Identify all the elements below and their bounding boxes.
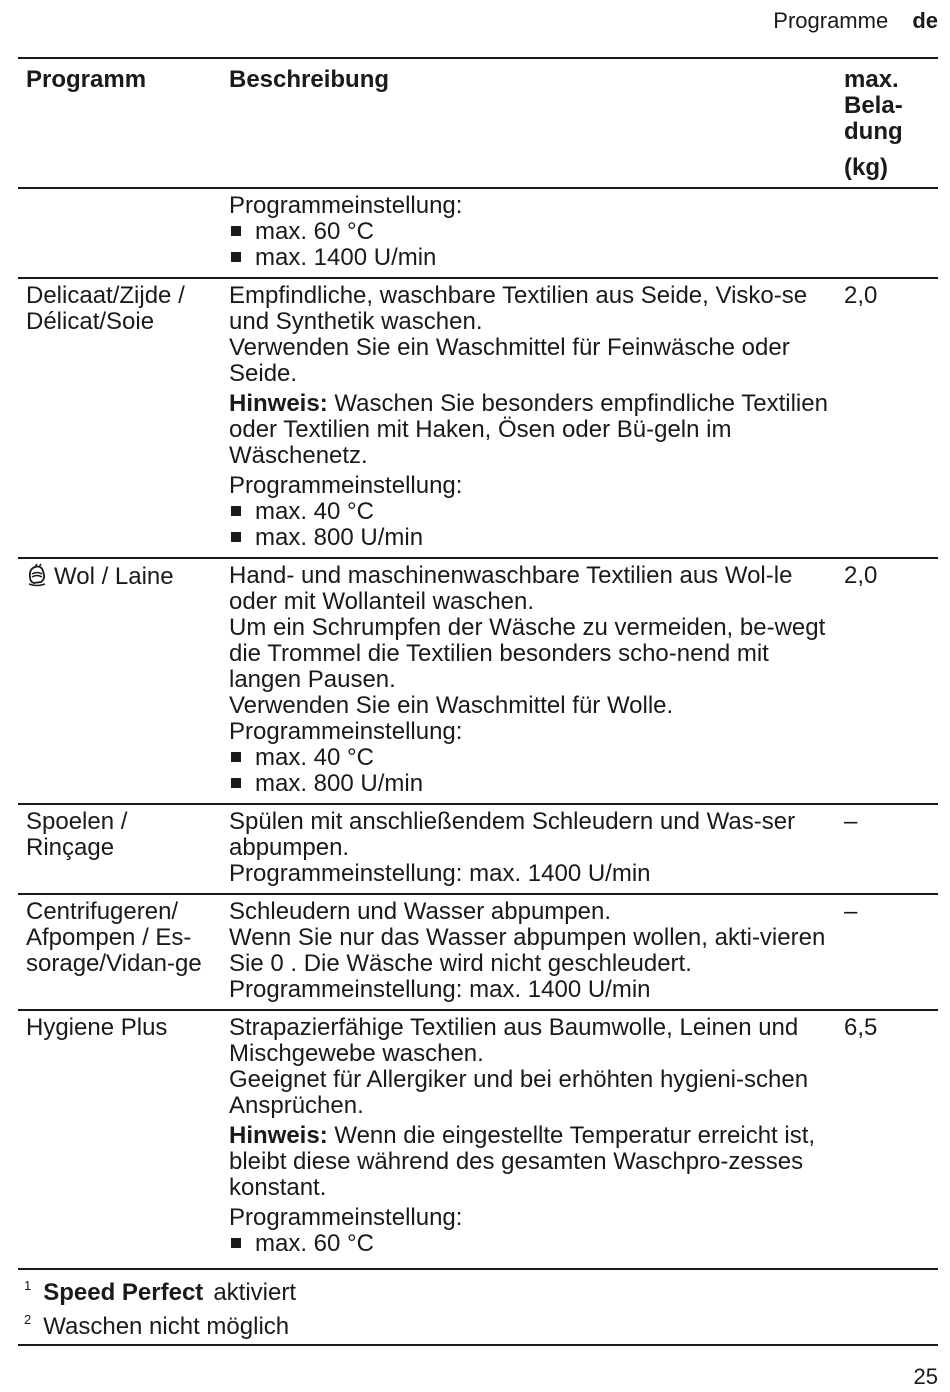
setting-bullet: [229, 745, 836, 771]
program-description: [223, 895, 836, 1009]
bullet-text: max. 60 °C: [255, 218, 374, 245]
load-header-line: Bela-: [844, 92, 903, 119]
bullet-square-icon: [231, 226, 241, 236]
program-description: [223, 189, 836, 277]
note-text: Wenn die eingestellte Temperatur erreicht ist, bleibt diese während des gesamten Waschpro-zesses konstant.: [229, 1122, 816, 1201]
table-row: [18, 1011, 938, 1263]
program-name: Hygiene Plus: [26, 1014, 168, 1041]
setting-label: Programmeinstellung:: [229, 472, 463, 499]
setting-bullet: [229, 219, 836, 245]
program-load: 2,0: [844, 282, 878, 309]
table-header-row: [18, 59, 938, 189]
program-description: [223, 805, 836, 893]
program-name: Wol / Laine: [54, 563, 174, 590]
description-paragraph: Empfindliche, waschbare Textilien aus Seide, Visko-se und Synthetik waschen.: [229, 282, 808, 335]
description-paragraph: Wenn Sie nur das Wasser abpumpen wollen, akti-vieren Sie 0 . Die Wäsche wird nicht geschleudert.: [229, 924, 826, 977]
footnote: [18, 1272, 938, 1306]
section-title: Programme: [773, 8, 889, 33]
language-code: de: [912, 8, 938, 33]
footnote: [18, 1306, 938, 1340]
setting-bullet: [229, 245, 836, 271]
footnote-mark: 1: [24, 1278, 32, 1293]
note-paragraph: [229, 1123, 836, 1201]
table-row: [18, 279, 938, 559]
note-text: Waschen Sie besonders empfindliche Textilien oder Textilien mit Haken, Ösen oder Bü-geln im Wäschenetz.: [229, 390, 828, 469]
program-name-cell: [18, 559, 223, 803]
setting-label: Programmeinstellung:: [229, 1204, 463, 1231]
program-name: Delicaat/Zijde / Délicat/Soie: [26, 282, 185, 335]
bullet-square-icon: [231, 252, 241, 262]
description-paragraph: Spülen mit anschließendem Schleudern und Was-ser abpumpen.: [229, 808, 796, 861]
program-load: –: [844, 898, 858, 925]
page-header: [773, 8, 938, 34]
bullet-text: max. 60 °C: [255, 1230, 374, 1257]
footnote-mark: 2: [24, 1312, 32, 1327]
bullet-text: max. 800 U/min: [255, 524, 424, 551]
setting-bullet: [229, 525, 836, 551]
description-paragraph: Verwenden Sie ein Waschmittel für Wolle.: [229, 692, 674, 719]
bullet-square-icon: [231, 1238, 241, 1248]
load-header-unit: (kg): [844, 154, 888, 181]
footnotes: [18, 1268, 938, 1346]
load-header-line: dung: [844, 118, 903, 145]
description-paragraph: Programmeinstellung: max. 1400 U/min: [229, 860, 651, 887]
table-row: [18, 895, 938, 1011]
table-row: [18, 805, 938, 895]
table-row: [18, 189, 938, 279]
column-header-load: [836, 65, 938, 185]
column-header-program: Programm: [26, 66, 147, 93]
load-header-line: max.: [844, 66, 899, 93]
hand-wash-wool-icon: [26, 563, 48, 587]
bullet-square-icon: [231, 532, 241, 542]
program-load: 6,5: [844, 1014, 878, 1041]
program-load: [836, 189, 938, 277]
setting-bullet: [229, 771, 836, 797]
bullet-text: max. 40 °C: [255, 498, 374, 525]
program-description: [223, 279, 836, 557]
program-name: [18, 189, 223, 277]
note-paragraph: [229, 391, 836, 469]
description-paragraph: Hand- und maschinenwaschbare Textilien aus Wol-le oder mit Wollanteil waschen.: [229, 562, 793, 615]
description-paragraph: Schleudern und Wasser abpumpen.: [229, 898, 612, 925]
description-paragraph: Programmeinstellung:: [229, 192, 463, 219]
description-paragraph: Strapazierfähige Textilien aus Baumwolle, Leinen und Mischgewebe waschen.: [229, 1014, 799, 1067]
bullet-square-icon: [231, 752, 241, 762]
description-paragraph: Um ein Schrumpfen der Wäsche zu vermeiden, be-wegt die Trommel die Textilien besonders scho-nend mit langen Pausen.: [229, 614, 826, 693]
bullet-square-icon: [231, 778, 241, 788]
footnote-text: aktiviert: [213, 1279, 296, 1306]
bullet-square-icon: [231, 506, 241, 516]
description-paragraph: Verwenden Sie ein Waschmittel für Feinwäsche oder Seide.: [229, 334, 790, 387]
table-row: [18, 559, 938, 805]
page-number: 25: [913, 1364, 938, 1389]
program-description: [223, 1011, 836, 1263]
program-table: [18, 57, 938, 1263]
setting-bullet: [229, 1231, 836, 1257]
setting-label: Programmeinstellung:: [229, 718, 463, 745]
footnote-text: Waschen nicht möglich: [43, 1313, 290, 1340]
column-header-description: Beschreibung: [229, 66, 390, 93]
setting-bullet: [229, 499, 836, 525]
program-name: Centrifugeren/ Afpompen / Es-sorage/Vidan-ge: [26, 898, 202, 977]
note-label: Hinweis:: [229, 1122, 328, 1149]
bullet-text: max. 40 °C: [255, 744, 374, 771]
description-paragraph: Geeignet für Allergiker und bei erhöhten hygieni-schen Ansprüchen.: [229, 1066, 809, 1119]
program-load: –: [844, 808, 858, 835]
program-description: [223, 559, 836, 803]
program-load: 2,0: [844, 562, 878, 589]
note-label: Hinweis:: [229, 390, 328, 417]
footnote-bold: Speed Perfect: [43, 1279, 204, 1306]
description-paragraph: Programmeinstellung: max. 1400 U/min: [229, 976, 651, 1003]
bullet-text: max. 800 U/min: [255, 770, 424, 797]
program-name: Spoelen / Rinçage: [26, 808, 128, 861]
bullet-text: max. 1400 U/min: [255, 244, 437, 271]
